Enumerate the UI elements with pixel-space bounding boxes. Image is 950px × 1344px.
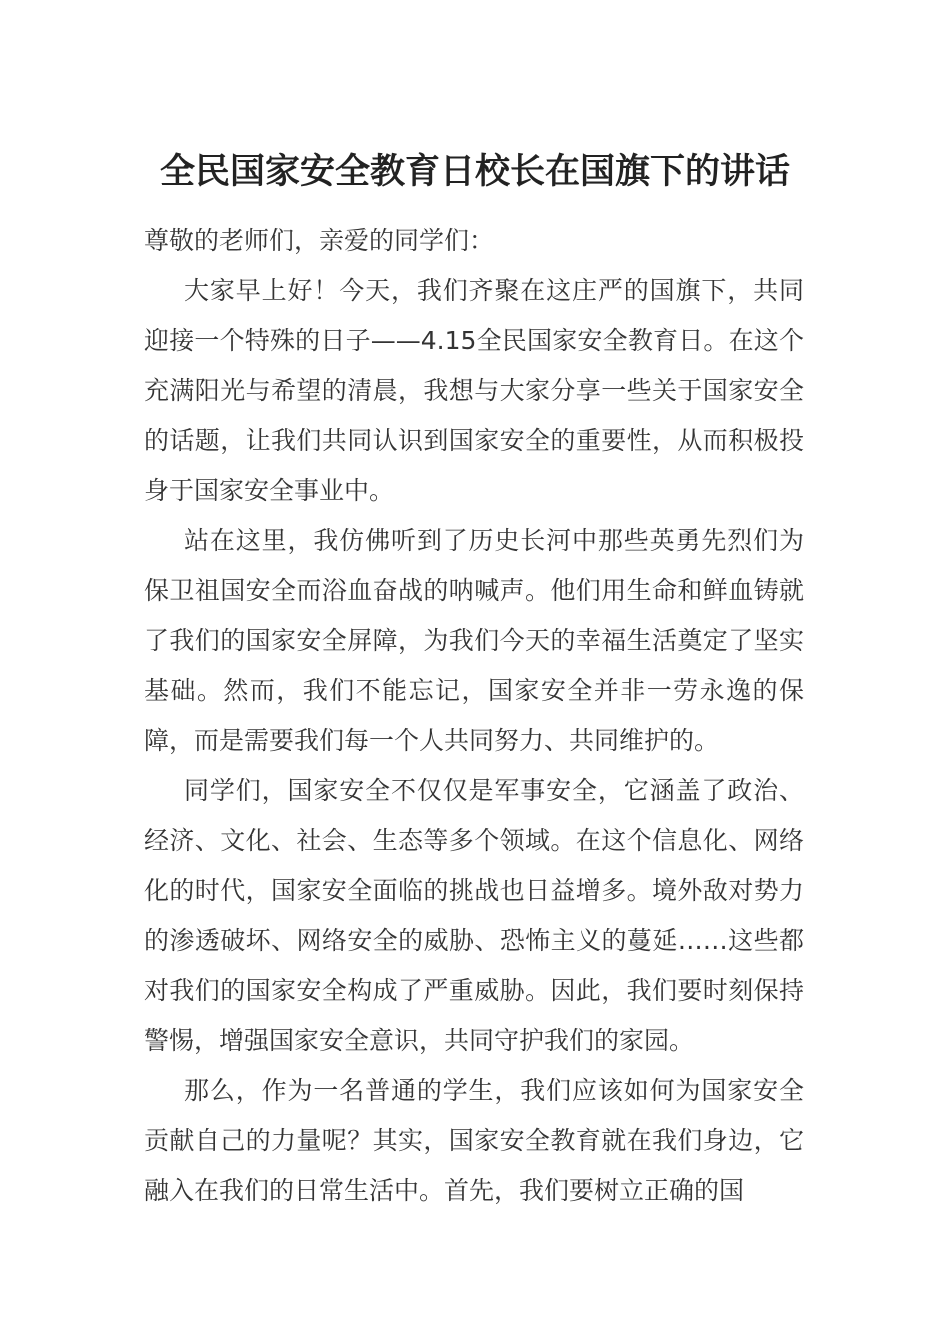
document-title: 全民国家安全教育日校长在国旗下的讲话 [159,152,790,192]
paragraph-2: 站在这里，我仿佛听到了历史长河中那些英勇先烈们为保卫祖国安全而浴血奋战的呐喊声。他们用生命和鲜血铸就了我们的国家安全屏障，为我们今天的幸福生活奠定了坚实基础。然而，我们不能忘记，国家安全并非一劳永逸的保障，而是需要我们每一个人共同努力、共同维护的。 [144,526,804,755]
greeting-line: 尊敬的老师们，亲爱的同学们： [144,226,495,255]
document-body [144,216,804,1216]
paragraph-1: 大家早上好！今天，我们齐聚在这庄严的国旗下，共同迎接一个特殊的日子——4.15全民国家安全教育日。在这个充满阳光与希望的清晨，我想与大家分享一些关于国家安全的话题，让我们共同认识到国家安全的重要性，从而积极投身于国家安全事业中。 [144,276,804,505]
paragraph-4: 那么，作为一名普通的学生，我们应该如何为国家安全贡献自己的力量呢？其实，国家安全教育就在我们身边，它融入在我们的日常生活中。首先，我们要树立正确的国 [144,1076,804,1205]
paragraph-3: 同学们，国家安全不仅仅是军事安全，它涵盖了政治、经济、文化、社会、生态等多个领域。在这个信息化、网络化的时代，国家安全面临的挑战也日益增多。境外敌对势力的渗透破坏、网络安全的威胁、恐怖主义的蔓延……这些都对我们的国家安全构成了严重威胁。因此，我们要时刻保持警惕，增强国家安全意识，共同守护我们的家园。 [144,776,804,1055]
